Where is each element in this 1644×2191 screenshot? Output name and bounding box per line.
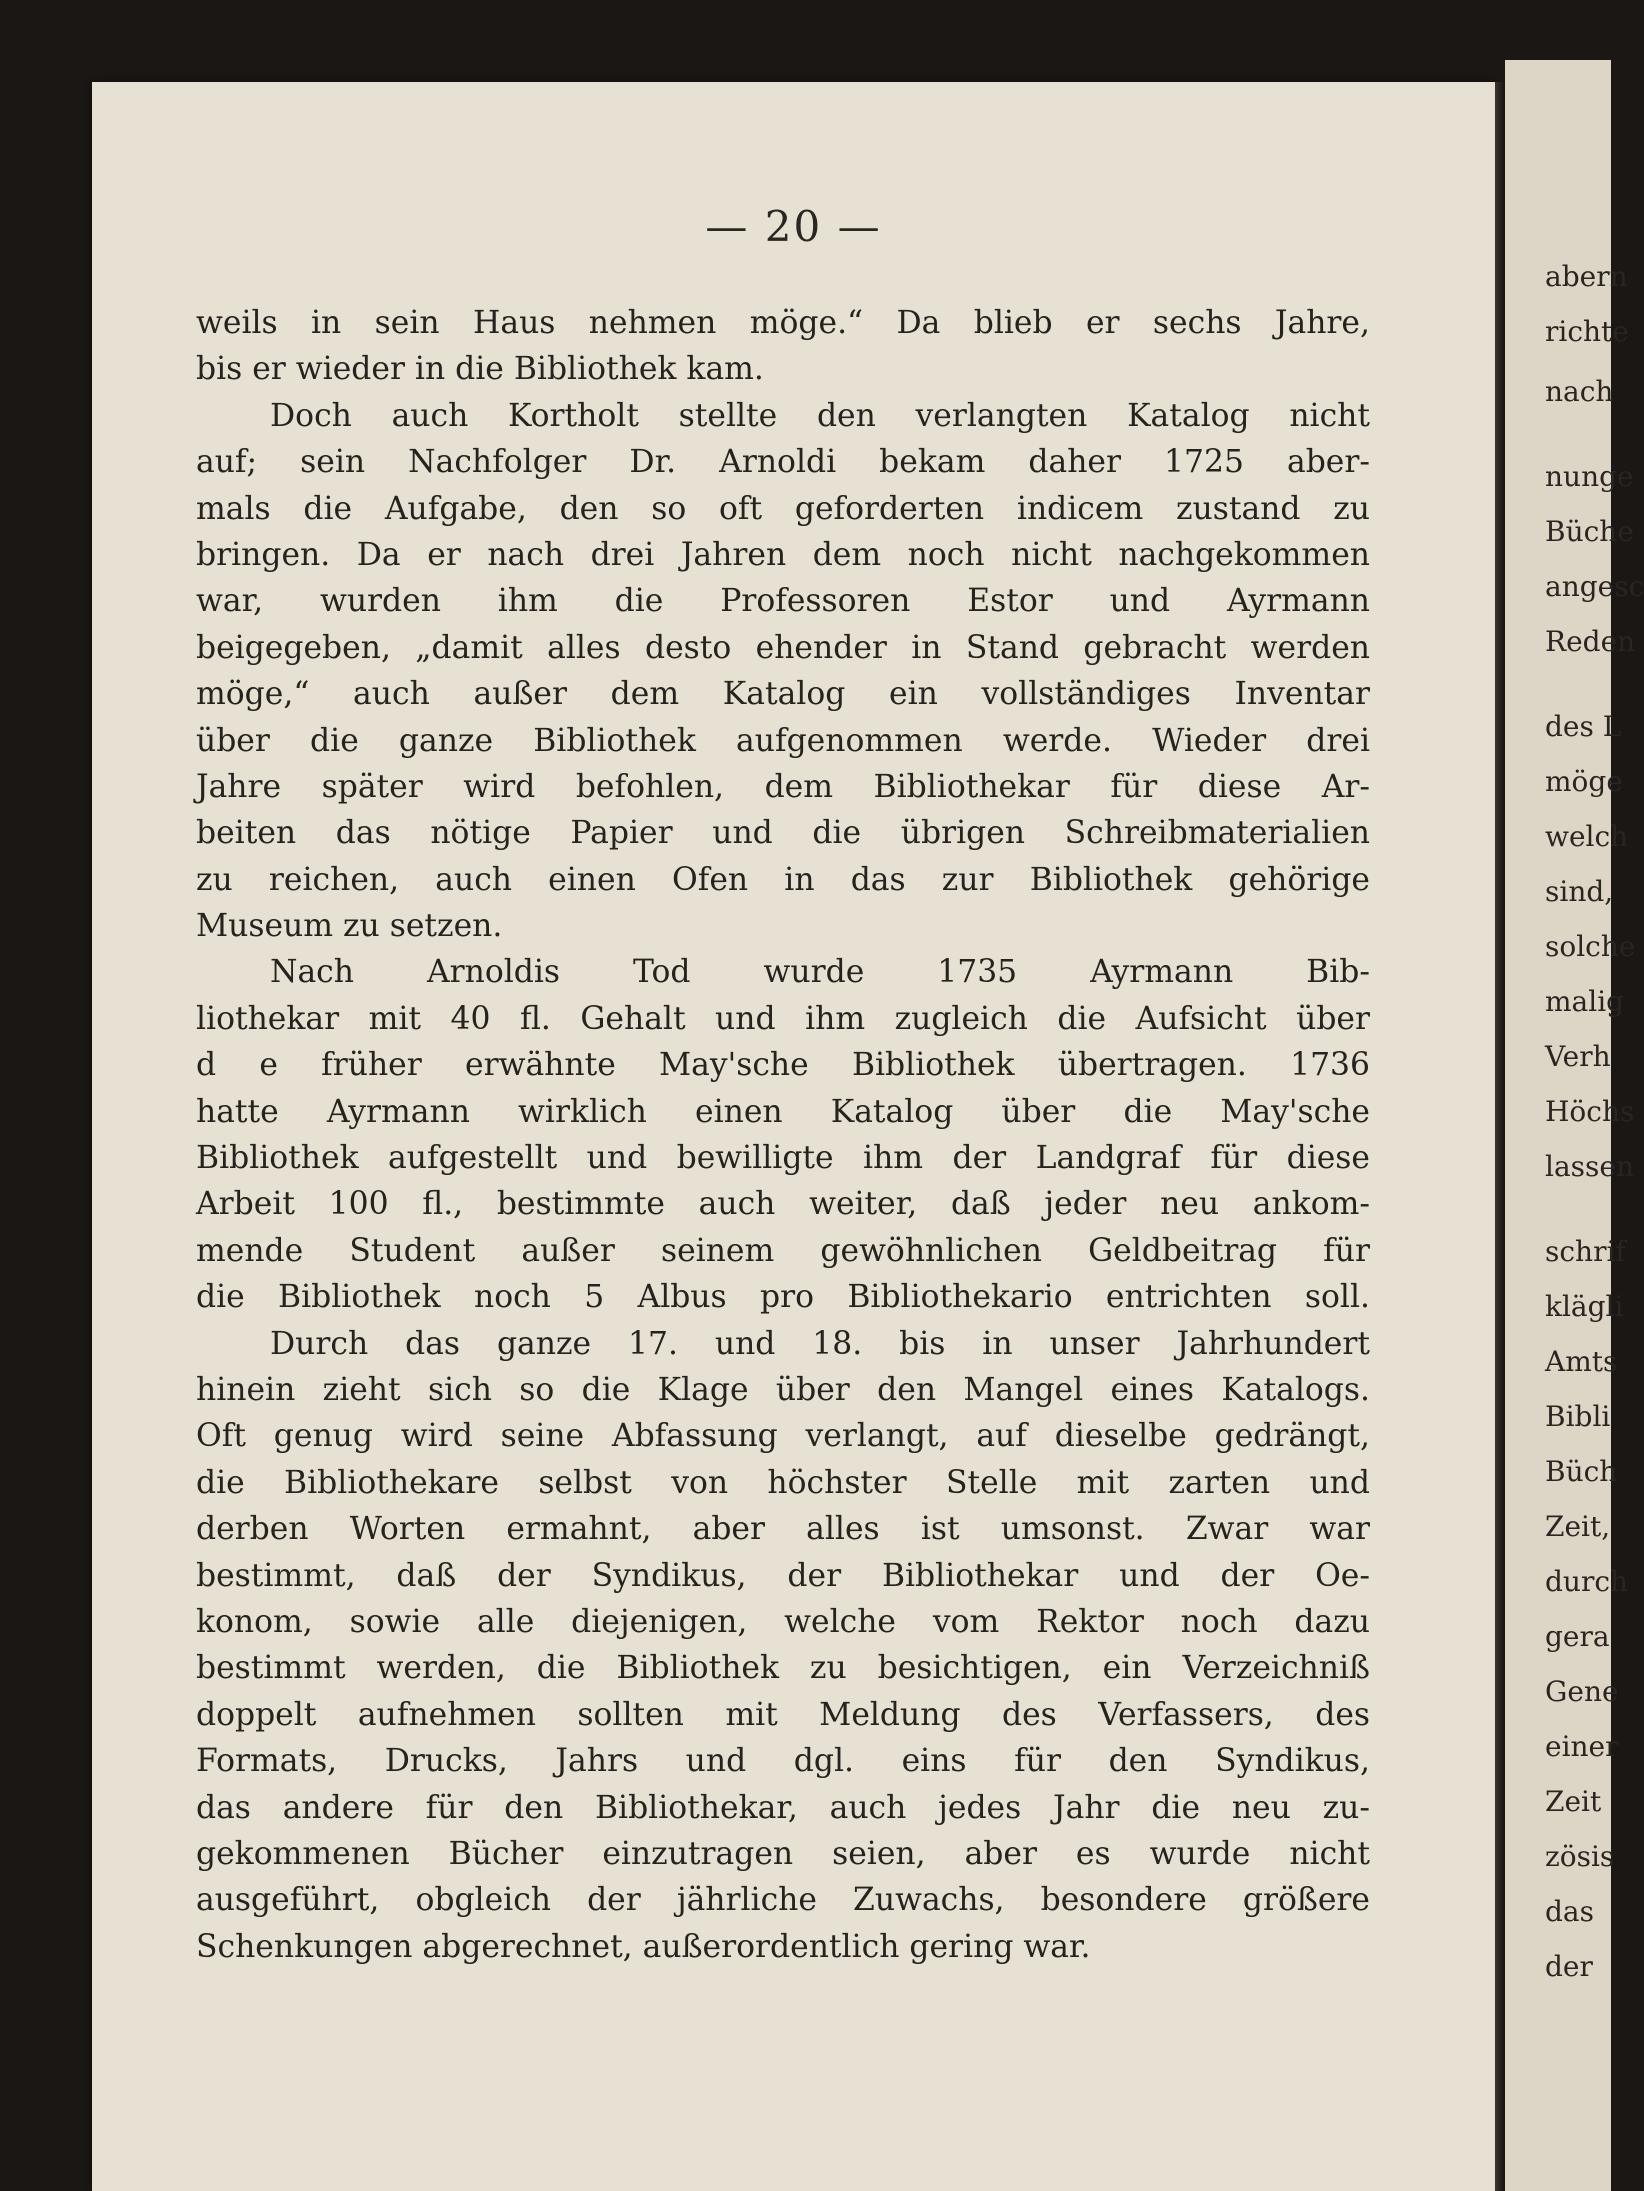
- text-line: hatte Ayrmann wirklich einen Katalog über die May'sche: [196, 1093, 1370, 1130]
- next-page-fragment: Büch: [1545, 1455, 1618, 1488]
- next-page-fragment: klägli: [1545, 1290, 1624, 1323]
- next-page-fragment: zösis: [1545, 1840, 1615, 1873]
- next-page-fragment: der: [1545, 1950, 1593, 1983]
- text-line: beigegeben, „damit alles desto ehender in Stand gebracht werden: [196, 629, 1370, 666]
- text-line: mals die Aufgabe, den so oft geforderten indicem zustand zu: [196, 490, 1370, 527]
- next-page-fragment: einer: [1545, 1730, 1619, 1763]
- next-page-fragment: Büche: [1545, 515, 1634, 548]
- next-page-fragment: lassen: [1545, 1150, 1634, 1183]
- text-line: auf; sein Nachfolger Dr. Arnoldi bekam daher 1725 aber-: [196, 444, 1370, 481]
- text-line: beiten das nötige Papier und die übrigen Schreibmaterialien: [196, 815, 1370, 852]
- text-line: das andere für den Bibliothekar, auch jedes Jahr die neu zu-: [196, 1789, 1370, 1826]
- text-line: ausgeführt, obgleich der jährliche Zuwachs, besondere größere: [196, 1882, 1370, 1919]
- next-page-fragment: abern: [1545, 260, 1628, 293]
- next-page-fragment: Zeit,: [1545, 1510, 1611, 1543]
- next-page-fragment: angesc: [1545, 570, 1644, 603]
- text-line: möge,“ auch außer dem Katalog ein vollständiges Inventar: [196, 676, 1370, 713]
- next-page-fragment: des L: [1545, 710, 1622, 743]
- next-page-fragment: möge: [1545, 765, 1623, 798]
- text-line: mende Student außer seinem gewöhnlichen Geldbeitrag für: [196, 1232, 1370, 1269]
- next-page-fragment: schrif: [1545, 1235, 1626, 1268]
- next-page-fragment: nunge: [1545, 460, 1634, 493]
- text-line: bestimmt werden, die Bibliothek zu besichtigen, ein Verzeichniß: [196, 1650, 1370, 1687]
- page-number: — 20 —: [705, 202, 882, 251]
- book-gutter: [1495, 82, 1505, 2191]
- text-line: Jahre später wird befohlen, dem Bibliothekar für diese Ar-: [196, 768, 1370, 805]
- text-line: bis er wieder in die Bibliothek kam.: [196, 351, 764, 388]
- text-line: Arbeit 100 fl., bestimmte auch weiter, daß jeder neu ankom-: [196, 1186, 1370, 1223]
- text-line: war, wurden ihm die Professoren Estor und Ayrmann: [196, 583, 1370, 620]
- body-text: [196, 300, 1370, 1970]
- text-line: doppelt aufnehmen sollten mit Meldung des Verfassers, des: [196, 1696, 1370, 1733]
- book-page-right-edge: [1505, 60, 1644, 2191]
- text-line: derben Worten ermahnt, aber alles ist umsonst. Zwar war: [196, 1511, 1370, 1548]
- text-line: hinein zieht sich so die Klage über den Mangel eines Katalogs.: [196, 1371, 1370, 1408]
- text-line: die Bibliothek noch 5 Albus pro Bibliothekario entrichten soll.: [196, 1279, 1370, 1316]
- text-line: Durch das ganze 17. und 18. bis in unser Jahrhundert: [270, 1325, 1370, 1362]
- next-page-fragment: Zeit: [1545, 1785, 1602, 1818]
- next-page-fragment: das: [1545, 1895, 1594, 1928]
- next-page-fragment: gera: [1545, 1620, 1610, 1653]
- text-line: bringen. Da er nach drei Jahren dem noch nicht nachgekommen: [196, 536, 1370, 573]
- text-line: Museum zu setzen.: [196, 908, 503, 945]
- next-page-fragment: welch: [1545, 820, 1629, 853]
- text-line: Schenkungen abgerechnet, außerordentlich gering war.: [196, 1928, 1091, 1965]
- text-line: gekommenen Bücher einzutragen seien, aber es wurde nicht: [196, 1835, 1370, 1872]
- next-page-fragment: durch: [1545, 1565, 1629, 1598]
- text-line: zu reichen, auch einen Ofen in das zur Bibliothek gehörige: [196, 861, 1370, 898]
- text-line: Bibliothek aufgestellt und bewilligte ihm der Landgraf für diese: [196, 1140, 1370, 1177]
- next-page-fragment: Gene: [1545, 1675, 1619, 1708]
- text-line: konom, sowie alle diejenigen, welche vom Rektor noch dazu: [196, 1603, 1370, 1640]
- next-page-fragment: Verh: [1545, 1040, 1611, 1073]
- text-line: über die ganze Bibliothek aufgenommen werde. Wieder drei: [196, 722, 1370, 759]
- text-line: Nach Arnoldis Tod wurde 1735 Ayrmann Bib-: [270, 954, 1370, 991]
- text-line: d e früher erwähnte May'sche Bibliothek übertragen. 1736: [196, 1047, 1370, 1084]
- text-line: Formats, Drucks, Jahrs und dgl. eins für den Syndikus,: [196, 1743, 1370, 1780]
- next-page-fragment: Höchs: [1545, 1095, 1635, 1128]
- text-line: die Bibliothekare selbst von höchster Stelle mit zarten und: [196, 1464, 1370, 1501]
- text-line: weils in sein Haus nehmen möge.“ Da blieb er sechs Jahre,: [196, 305, 1370, 341]
- text-line: Doch auch Kortholt stellte den verlangten Katalog nicht: [270, 397, 1370, 434]
- text-line: Oft genug wird seine Abfassung verlangt, auf dieselbe gedrängt,: [196, 1418, 1370, 1455]
- next-page-fragment: richte: [1545, 315, 1629, 348]
- next-page-fragment: Amts: [1545, 1345, 1618, 1378]
- next-page-fragment: nach: [1545, 375, 1614, 408]
- next-page-fragment: Reden: [1545, 625, 1636, 658]
- text-line: liothekar mit 40 fl. Gehalt und ihm zugleich die Aufsicht über: [196, 1000, 1370, 1037]
- next-page-fragment: solche: [1545, 930, 1636, 963]
- next-page-fragment: malig: [1545, 985, 1625, 1018]
- next-page-fragment: sind,: [1545, 875, 1614, 908]
- text-line: bestimmt, daß der Syndikus, der Bibliothekar und der Oe-: [196, 1557, 1370, 1594]
- next-page-fragment: Bibli: [1545, 1400, 1611, 1433]
